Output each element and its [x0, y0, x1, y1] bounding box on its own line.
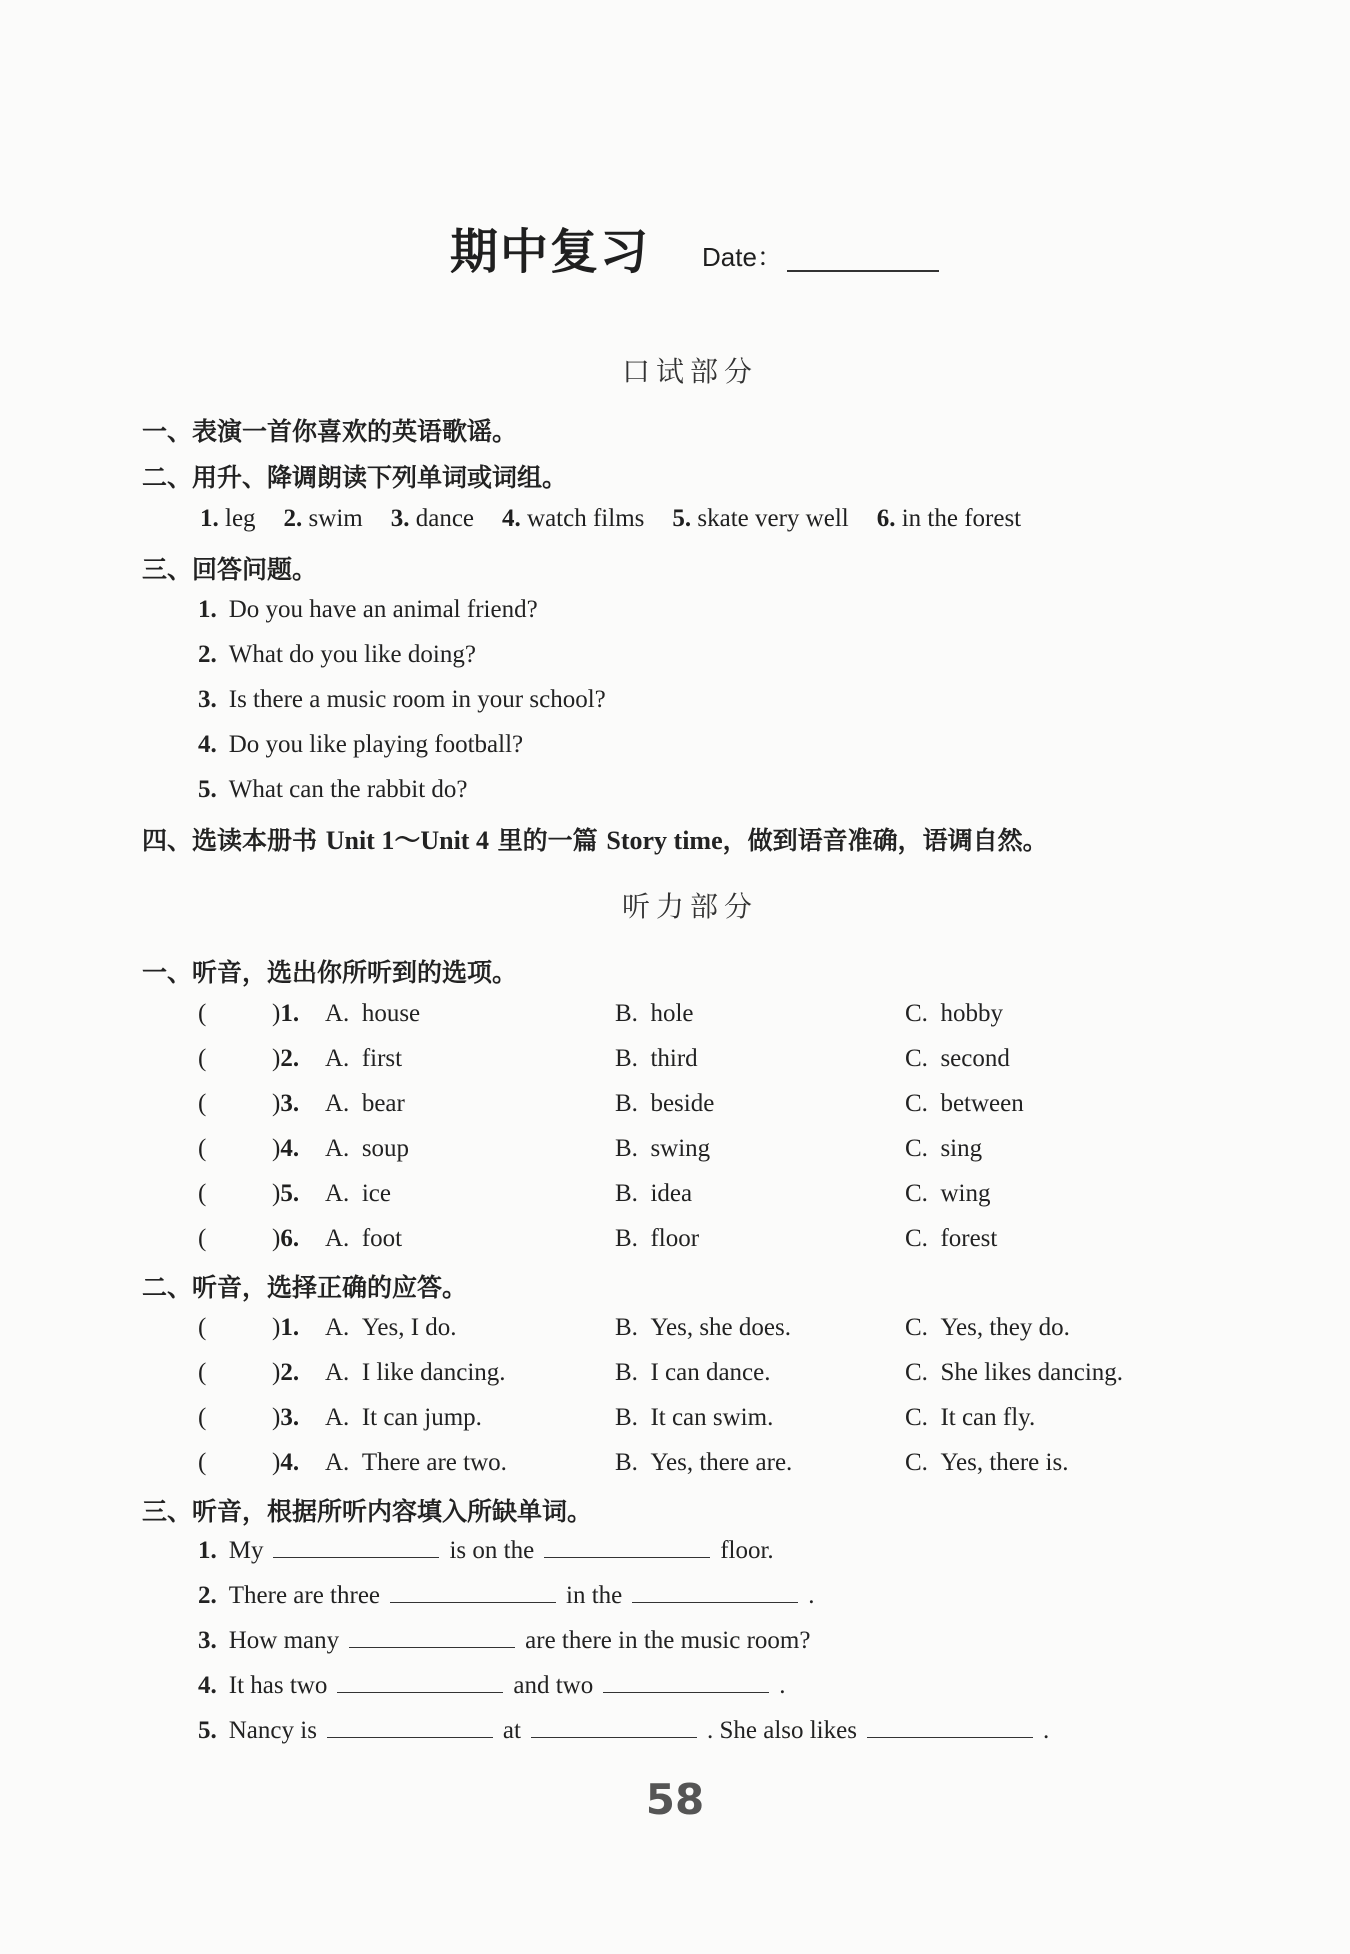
option-a: A. soup: [325, 1135, 410, 1162]
option-a: A. There are two.: [325, 1449, 507, 1476]
oral-question-2: 二、用升、降调朗读下列单词或词组。: [142, 463, 568, 492]
answer-paren[interactable]: (: [198, 1180, 207, 1207]
answer-blank[interactable]: [632, 1601, 798, 1603]
question-item: 1. Do you have an animal friend?: [198, 596, 538, 623]
fill-in-item: 2. There are three in the .: [198, 1582, 815, 1609]
option-c: C. hobby: [905, 1000, 1003, 1027]
word-item: 5. skate very well: [672, 505, 849, 532]
option-c: C. sing: [905, 1135, 983, 1162]
answer-paren[interactable]: (: [198, 1045, 207, 1072]
option-b: B. beside: [615, 1090, 715, 1117]
option-a: A. I like dancing.: [325, 1359, 506, 1386]
option-a: A. Yes, I do.: [325, 1314, 457, 1341]
answer-paren[interactable]: (: [198, 1135, 207, 1162]
option-c: C. forest: [905, 1225, 998, 1252]
option-c: C. It can fly.: [905, 1404, 1036, 1431]
option-a: A. house: [325, 1000, 421, 1027]
question-item: 2. What do you like doing?: [198, 641, 476, 668]
answer-blank[interactable]: [867, 1736, 1033, 1738]
page-title: 期中复习: [450, 224, 651, 280]
oral-question-4: 四、选读本册书 Unit 1～Unit 4 里的一篇 Story time，做到语音准确，语调自然。: [142, 826, 1048, 855]
answer-blank[interactable]: [603, 1691, 769, 1693]
word-item: 2. swim: [283, 505, 363, 532]
option-a: A. bear: [325, 1090, 405, 1117]
option-b: B. third: [615, 1045, 698, 1072]
answer-paren[interactable]: (: [198, 1000, 207, 1027]
option-a: A. foot: [325, 1225, 403, 1252]
option-b: B. floor: [615, 1225, 700, 1252]
word-item: 1. leg: [200, 505, 256, 532]
answer-paren[interactable]: (: [198, 1090, 207, 1117]
word-item: 6. in the forest: [876, 505, 1022, 532]
option-b: B. Yes, she does.: [615, 1314, 791, 1341]
option-a: A. ice: [325, 1180, 391, 1207]
answer-blank[interactable]: [531, 1736, 697, 1738]
question-item: 4. Do you like playing football?: [198, 731, 524, 758]
listening-question-3: 三、听音，根据所听内容填入所缺单词。: [142, 1497, 593, 1526]
section-heading-oral: 口试部分: [622, 355, 759, 388]
fill-in-item: 4. It has two and two .: [198, 1672, 786, 1699]
section-heading-listening: 听力部分: [622, 890, 759, 923]
option-c: C. Yes, there is.: [905, 1449, 1069, 1476]
option-a: A. first: [325, 1045, 403, 1072]
fill-in-item: 5. Nancy is at . She also likes .: [198, 1717, 1050, 1744]
option-c: C. Yes, they do.: [905, 1314, 1070, 1341]
option-b: B. idea: [615, 1180, 693, 1207]
listening-question-1: 一、听音，选出你所听到的选项。: [142, 958, 518, 987]
fill-in-item: 1. My is on the floor.: [198, 1537, 774, 1564]
option-a: A. It can jump.: [325, 1404, 482, 1431]
question-item: 5. What can the rabbit do?: [198, 776, 468, 803]
word-item: 3. dance: [390, 505, 475, 532]
answer-paren[interactable]: (: [198, 1225, 207, 1252]
answer-paren[interactable]: (: [198, 1359, 207, 1386]
oral-question-1: 一、表演一首你喜欢的英语歌谣。: [142, 417, 518, 446]
answer-paren[interactable]: (: [198, 1404, 207, 1431]
option-c: C. second: [905, 1045, 1010, 1072]
answer-blank[interactable]: [349, 1646, 515, 1648]
option-c: C. wing: [905, 1180, 991, 1207]
word-item: 4. watch films: [502, 505, 645, 532]
date-blank[interactable]: [787, 269, 939, 272]
title-row: [450, 224, 939, 280]
option-b: B. Yes, there are.: [615, 1449, 793, 1476]
answer-paren[interactable]: (: [198, 1449, 207, 1476]
date-label: Date：: [702, 242, 783, 272]
listening-question-2: 二、听音，选择正确的应答。: [142, 1273, 468, 1302]
question-item: 3. Is there a music room in your school?: [198, 686, 606, 713]
word-list: [200, 505, 1049, 533]
answer-blank[interactable]: [273, 1556, 439, 1558]
option-b: B. It can swim.: [615, 1404, 774, 1431]
worksheet-page: 期中复习 Date： 口试部分 一、表演一首你喜欢的英语歌谣。 二、用升、降调朗读下列单词或词组。 1. leg 2. swim 3. dance 4. watch films 5. skate very well 6. in the forest 三、回答问题。 1. Do you have an animal friend? 2. What do you like doing? 3. Is there a music room in your school? 4. Do you like playing football? 5. What can the rabbit do? 四、选读本册书 Unit 1～Unit 4 里的一篇 Story time，做到语音准确，语调自然。 听力部分 一、听音，选出你所听到的选项。 ( )1. A. house B. hole C. hobby ( )2. A. first B. third C. second ( )3. A. bear B. beside C. between ( )4. A. soup B. swing C. sing ( )5. A. ice B. idea C. wing ( )6. A. foot B. floor C. forest 二、听音，选择正确的应答。 ( )1. A. Yes, I do. B. Yes, she does. C. Yes, they do. ( )2. A. I like dancing. B. I can dance. C. She likes dancing. ( )3. A. It can jump. B. It can swim. C. It can fly. ( )4. A. There are two. B. Yes, there are. C. Yes, there is. 三、听音，根据所听内容填入所缺单词。 1. My is on the floor. 2. There are three in the . 3. How many are there in the music room? 4. It has two and two . 5. Nancy is at . She also likes . 58: [0, 0, 1350, 1954]
answer-blank[interactable]: [327, 1736, 493, 1738]
answer-blank[interactable]: [544, 1556, 710, 1558]
fill-in-item: 3. How many are there in the music room?: [198, 1627, 811, 1654]
answer-blank[interactable]: [337, 1691, 503, 1693]
answer-blank[interactable]: [390, 1601, 556, 1603]
option-b: B. I can dance.: [615, 1359, 771, 1386]
option-c: C. She likes dancing.: [905, 1359, 1124, 1386]
page-number: 58: [645, 1775, 705, 1824]
oral-question-3: 三、回答问题。: [142, 555, 318, 584]
answer-paren[interactable]: (: [198, 1314, 207, 1341]
option-c: C. between: [905, 1090, 1024, 1117]
option-b: B. swing: [615, 1135, 711, 1162]
option-b: B. hole: [615, 1000, 694, 1027]
